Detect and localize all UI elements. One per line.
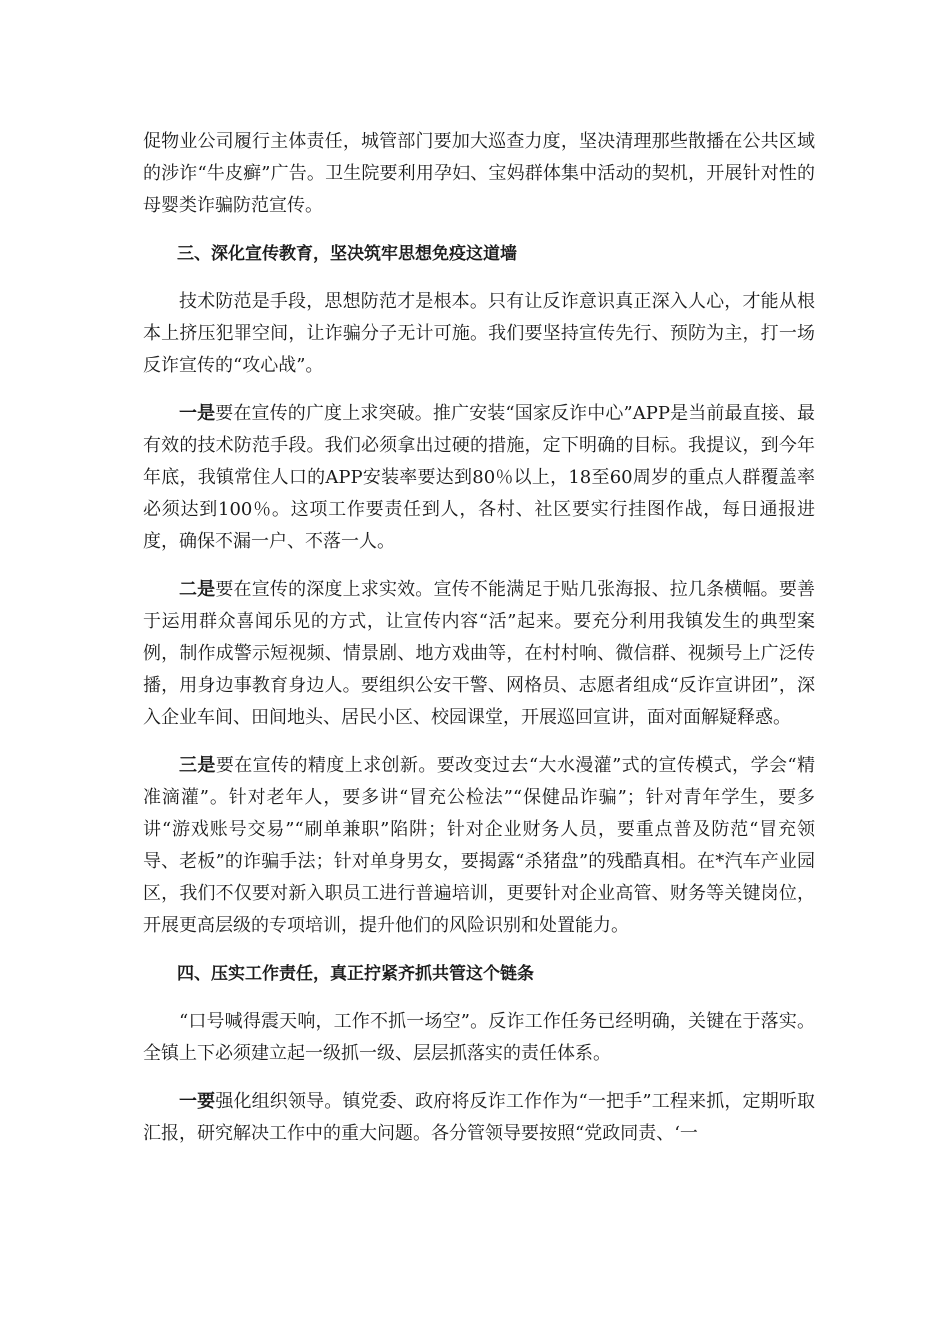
paragraph-point-3 [143,750,815,942]
document-body [143,126,815,1166]
paragraph-intro-4: “口号喊得震天响，工作不抓一场空”。反诈工作任务已经明确，关键在于落实。全镇上下必须建立起一级抓一级、层层抓落实的责任体系。 [143,1011,815,1064]
section-heading-3: 三、深化宣传教育，坚决筑牢思想免疫这道墙 [177,244,517,264]
point-text: 要在宣传的广度上求突破。推广安装“国家反诈中心”APP是当前最直接、最有效的技术防范手段。我们必须拿出过硬的措施，定下明确的目标。我提议，到今年年底，我镇常住人口的APP安装率要达到80％以上，18至60周岁的重点人群覆盖率必须达到100％。这项工作要责任到人，各村、社区要实行挂图作战，每日通报进度，确保不漏一户、不落一人。 [143,403,815,552]
paragraph-point-2 [143,574,815,734]
paragraph-point-4-1 [143,1086,815,1150]
point-text: 要在宣传的深度上求实效。宣传不能满足于贴几张海报、拉几条横幅。要善于运用群众喜闻乐见的方式，让宣传内容“活”起来。要充分利用我镇发生的典型案例，制作成警示短视频、情景剧、地方戏曲等，在村村响、微信群、视频号上广泛传播，用身边事教育身边人。要组织公安干警、网格员、志愿者组成“反诈宣讲团”，深入企业车间、田间地头、居民小区、校园课堂，开展巡回宣讲，面对面解疑释惑。 [143,579,816,728]
point-text: 强化组织领导。镇党委、政府将反诈工作作为“一把手”工程来抓，定期听取汇报，研究解决工作中的重大问题。各分管领导要按照“党政同责、‘一 [143,1091,816,1144]
point-lead: 三是 [179,755,216,776]
point-text: 要在宣传的精度上求创新。要改变过去“大水漫灌”式的宣传模式，学会“精准滴灌”。针对老年人，要多讲“冒充公检法”“保健品诈骗”；针对青年学生，要多讲“游戏账号交易”“刷单兼职”陷阱；针对企业财务人员，要重点普及防范“冒充领导、老板”的诈骗手法；针对单身男女，要揭露“杀猪盘”的残酷真相。在*汽车产业园区，我们不仅要对新入职员工进行普遍培训，更要针对企业高管、财务等关键岗位，开展更高层级的专项培训，提升他们的风险识别和处置能力。 [143,755,815,936]
point-lead: 二是 [179,579,216,600]
point-lead: 一是 [179,403,216,424]
paragraph-intro-3: 技术防范是手段，思想防范才是根本。只有让反诈意识真正深入人心，才能从根本上挤压犯罪空间，让诈骗分子无计可施。我们要坚持宣传先行、预防为主，打一场反诈宣传的“攻心战”。 [143,291,815,376]
point-lead: 一要 [179,1091,216,1112]
paragraph-continuation: 促物业公司履行主体责任，城管部门要加大巡查力度，坚决清理那些散播在公共区域的涉诈“牛皮癣”广告。卫生院要利用孕妇、宝妈群体集中活动的契机，开展针对性的母婴类诈骗防范宣传。 [143,131,815,216]
paragraph-point-1 [143,398,815,558]
section-heading-4: 四、压实工作责任，真正拧紧齐抓共管这个链条 [177,964,534,984]
